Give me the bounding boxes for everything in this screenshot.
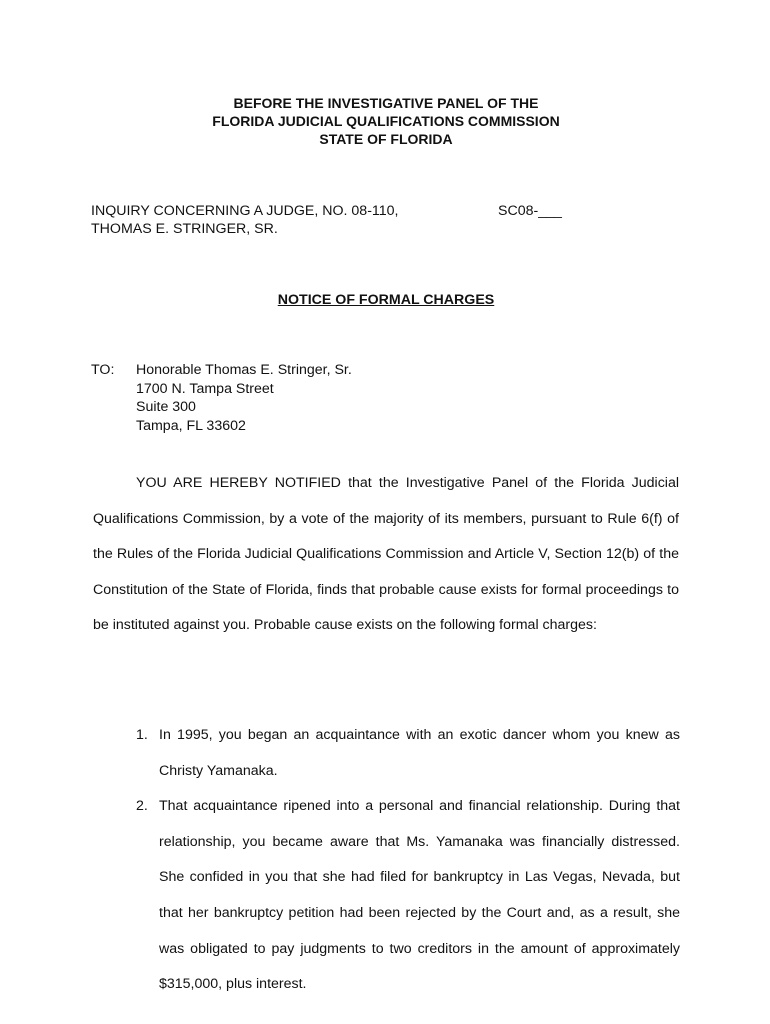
inquiry-line-1: INQUIRY CONCERNING A JUDGE, NO. 08-110, (91, 203, 399, 219)
recipient-name: Honorable Thomas E. Stringer, Sr. (136, 362, 352, 378)
charge-number: 1. (136, 727, 148, 743)
notice-paragraph: YOU ARE HEREBY NOTIFIED that the Investigative Panel of the Florida Judicial Qualifications Commission, by a vote of the majority of its members, pursuant to Rule 6(f) of the Rules of the Florida Judicial Qualifications Commission and Article V, Section 12(b) of the Constitution of the State of Florida, finds that probable cause exists for formal proceedings to be instituted against you. Probable cause exists on the following formal charges: (93, 475, 679, 634)
heading-line-2: FLORIDA JUDICIAL QUALIFICATIONS COMMISSION (212, 113, 560, 129)
recipient-suite: Suite 300 (136, 399, 196, 416)
document-heading (0, 94, 770, 148)
recipient-street: 1700 N. Tampa Street (136, 380, 274, 397)
charge-number: 2. (136, 798, 148, 815)
list-item (136, 789, 680, 1003)
charge-text: In 1995, you began an acquaintance with an exotic dancer whom you knew as Christy Yamanaka. (159, 727, 680, 779)
inquiry-line-2: THOMAS E. STRINGER, SR. (91, 221, 278, 237)
recipient-city: Tampa, FL 33602 (136, 418, 246, 435)
charge-text: That acquaintance ripened into a personal and financial relationship. During that relationship, you became aware that Ms. Yamanaka was financially distressed. She confided in you that she had filed for bankruptcy in Las Vegas, Nevada, but that her bankruptcy petition had been rejected by the Court and, as a result, she was obligated to pay judgments to two creditors in the amount of approximately $315,000, plus interest. (159, 798, 680, 993)
case-caption (91, 202, 398, 238)
recipient-label: TO: (91, 362, 115, 378)
heading-line-1: BEFORE THE INVESTIGATIVE PANEL OF THE (233, 95, 539, 111)
list-item (136, 718, 680, 789)
heading-line-3: STATE OF FLORIDA (319, 131, 453, 147)
case-number: SC08-___ (498, 203, 562, 219)
charges-list (136, 718, 680, 1003)
document-title: NOTICE OF FORMAL CHARGES (277, 292, 495, 308)
recipient-address (136, 361, 352, 436)
